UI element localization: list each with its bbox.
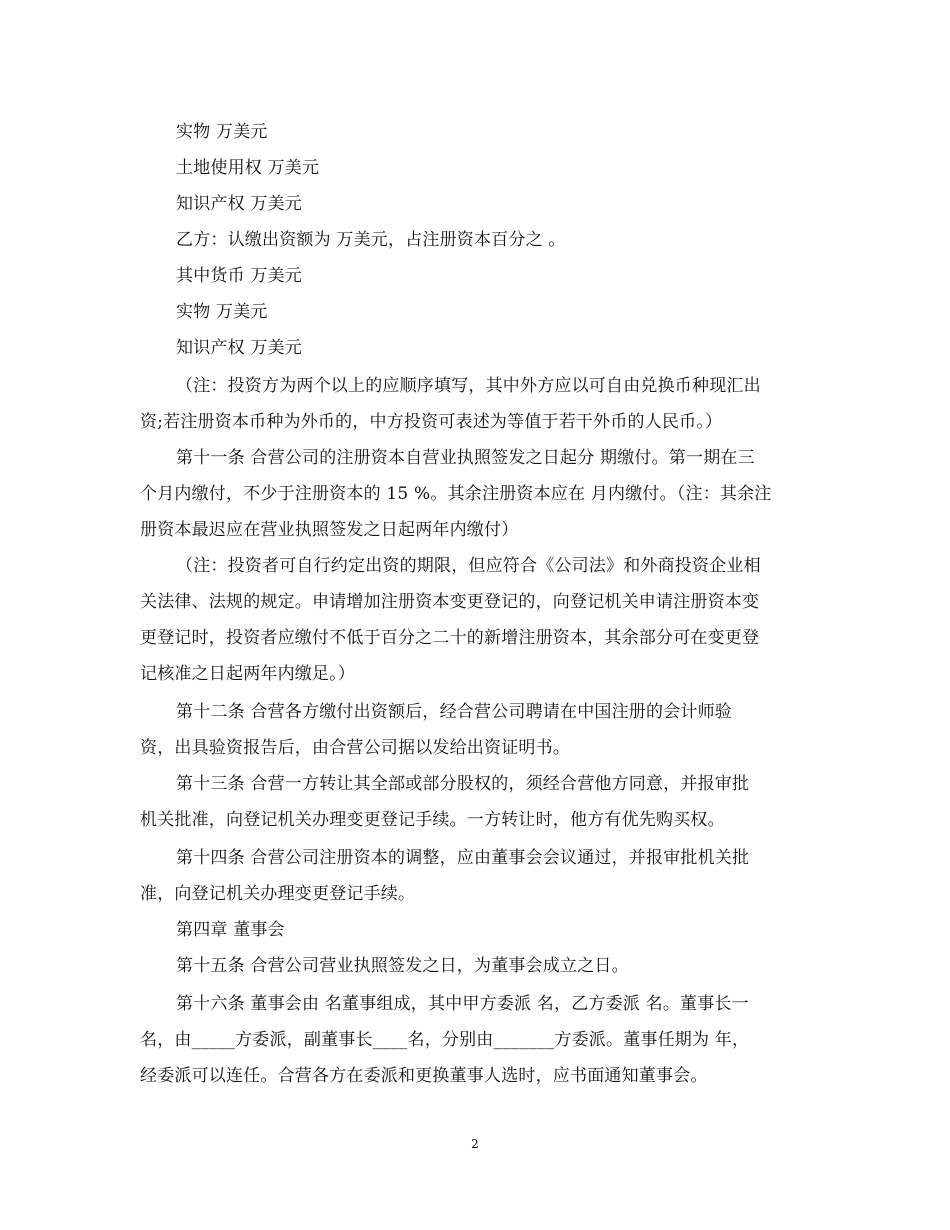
text-line: 第十五条 合营公司营业执照签发之日，为董事会成立之日。: [176, 956, 629, 976]
text-line: 其中货币 万美元: [176, 266, 303, 286]
text-line: 资;若注册资本币种为外币的，中方投资可表述为等值于若干外币的人民币。）: [140, 412, 723, 432]
text-line: 第十四条 合营公司注册资本的调整，应由董事会会议通过，并报审批机关批: [176, 848, 750, 868]
text-line: 个月内缴付，不少于注册资本的 15 %。其余注册资本应在 月内缴付。（注：其余注: [140, 484, 772, 504]
text-line: 关法律、法规的规定。申请增加注册资本变更登记的，向登记机关申请注册资本变: [140, 592, 760, 612]
text-line: 第十三条 合营一方转让其全部或部分股权的，须经合营他方同意，并报审批: [176, 774, 750, 794]
chapter-heading: 第四章 董事会: [176, 920, 285, 940]
text-line: 更登记时，投资者应缴付不低于百分之二十的新增注册资本，其余部分可在变更登: [140, 628, 760, 648]
text-line: 实物 万美元: [176, 302, 268, 322]
text-line: （注：投资者可自行约定出资的期限，但应符合《公司法》和外商投资企业相: [176, 556, 761, 576]
text-line: 经委派可以连任。合营各方在委派和更换董事人选时，应书面通知董事会。: [140, 1066, 708, 1086]
text-line: （注：投资方为两个以上的应顺序填写，其中外方应以可自由兑换币种现汇出: [176, 376, 761, 396]
text-line: 乙方：认缴出资额为 万美元，占注册资本百分之 。: [176, 230, 566, 250]
text-line: 实物 万美元: [176, 122, 268, 142]
text-line: 知识产权 万美元: [176, 194, 303, 214]
text-line: 第十六条 董事会由 名董事组成，其中甲方委派 名，乙方委派 名。董事长一: [176, 994, 749, 1014]
text-line: 知识产权 万美元: [176, 338, 303, 358]
text-line: 册资本最迟应在营业执照签发之日起两年内缴付）: [140, 520, 519, 540]
text-line: 名，由_____方委派，副董事长____名，分别由_______方委派。董事任期为 年，: [140, 1030, 750, 1050]
text-line: 资，出具验资报告后，由合营公司据以发给出资证明书。: [140, 738, 570, 758]
text-line: 准，向登记机关办理变更登记手续。: [140, 884, 416, 904]
text-line: 机关批准，向登记机关办理变更登记手续。一方转让时，他方有优先购买权。: [140, 810, 725, 830]
text-line: 第十二条 合营各方缴付出资额后，经合营公司聘请在中国注册的会计师验: [176, 702, 733, 722]
text-line: 记核准之日起两年内缴足。）: [140, 664, 356, 684]
text-line: 土地使用权 万美元: [176, 158, 320, 178]
page-number: 2: [471, 1137, 479, 1151]
text-line: 第十一条 合营公司的注册资本自营业执照签发之日起分 期缴付。第一期在三: [176, 448, 755, 468]
